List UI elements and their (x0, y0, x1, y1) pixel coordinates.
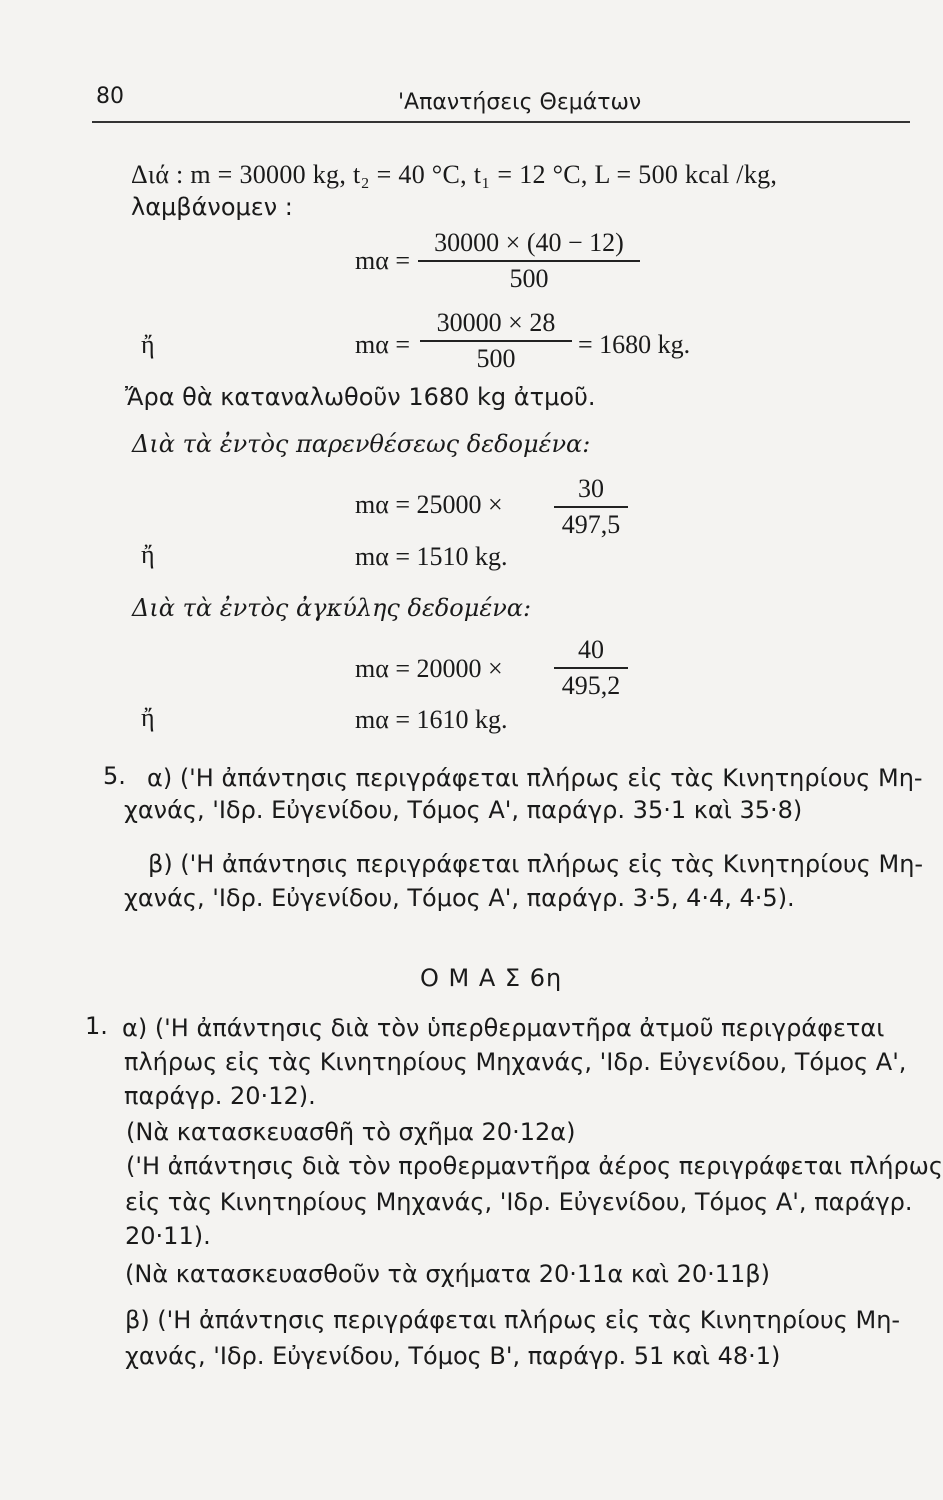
equation-4: mα = 1510 kg. (355, 542, 508, 571)
fraction-bar (420, 340, 572, 342)
equation-1-numerator: 30000 × (40 − 12) (434, 228, 624, 257)
equation-2-result: = 1680 kg. (578, 330, 691, 359)
item-1a-line-6: εἰς τὰς Κινητηρίους Μηχανάς, 'Ιδρ. Εὐγενίδου, Τόμος Α', παράγρ. (125, 1188, 913, 1216)
item-1a-line-8: (Νὰ κατασκευασθοῦν τὰ σχήματα 20·11α καὶ 20·11β) (125, 1260, 770, 1288)
parenthesis-data-heading: Διὰ τὰ ἐντὸς παρενθέσεως δεδομένα: (132, 430, 591, 458)
item-5b-line-1: β) ('Η ἀπάντησις περιγράφεται πλήρως εἰς τὰς Κινητηρίους Μη- (148, 850, 924, 878)
equation-1-lhs: mα = (355, 246, 411, 275)
conclusion-text: Ἄρα θὰ καταναλωθοῦν 1680 kg ἀτμοῦ. (125, 383, 596, 411)
equation-5-lhs: mα = 20000 × (355, 654, 503, 683)
given-data-line: Διά : m = 30000 kg, t₂ = 40 °C, t₁ = 12 °C, L = 500 kcal /kg, (131, 160, 778, 189)
item-1a-line-2: πλήρως εἰς τὰς Κινητηρίους Μηχανάς, 'Ιδρ. Εὐγενίδου, Τόμος Α', (124, 1048, 907, 1076)
fraction-bar (554, 667, 628, 669)
equation-3-numerator: 30 (578, 474, 604, 503)
or-text: ἤ (141, 703, 155, 732)
section-heading: Ο Μ Α Σ 6η (420, 964, 563, 992)
equation-3-denominator: 497,5 (561, 509, 621, 539)
item-5a-line-2: χανάς, 'Ιδρ. Εὐγενίδου, Τόμος Α', παράγρ. 35·1 καὶ 35·8) (124, 796, 803, 824)
item-1a-line-3: παράγρ. 20·12). (124, 1082, 316, 1110)
or-text: ἤ (141, 330, 155, 359)
equation-1-fraction (418, 228, 640, 294)
equation-5-numerator: 40 (578, 635, 604, 664)
fraction-bar (554, 506, 628, 508)
equation-3-fraction (554, 474, 628, 540)
equation-5-denominator: 495,2 (561, 670, 621, 700)
equation-2-fraction (420, 308, 572, 374)
running-title: 'Απαντήσεις Θεμάτων (398, 90, 642, 115)
item-1a-line-1: α) ('Η ἀπάντησις διὰ τὸν ὑπερθερμαντῆρα ἀτμοῦ περιγράφεται (122, 1014, 885, 1042)
or-text: ἤ (141, 540, 155, 569)
equation-2-denominator: 500 (476, 343, 516, 373)
equation-6: mα = 1610 kg. (355, 705, 508, 734)
header-rule (92, 121, 910, 123)
item-5b-line-2: χανάς, 'Ιδρ. Εὐγενίδου, Τόμος Α', παράγρ. 3·5, 4·4, 4·5). (124, 884, 795, 912)
page-number: 80 (96, 84, 124, 109)
equation-2-numerator: 30000 × 28 (436, 308, 556, 337)
item-1b-line-1: β) ('Η ἀπάντησις περιγράφεται πλήρως εἰς τὰς Κινητηρίους Μη- (125, 1306, 901, 1334)
fraction-bar (418, 260, 640, 262)
item-1a-line-4: (Νὰ κατασκευασθῆ τὸ σχῆμα 20·12α) (126, 1118, 576, 1146)
lambanomen-text: λαμβάνομεν : (131, 193, 293, 221)
item-5-number: 5. (103, 762, 126, 790)
item-1a-line-7: 20·11). (125, 1222, 211, 1250)
item-5a-line-1: α) ('Η ἀπάντησις περιγράφεται πλήρως εἰς τὰς Κινητηρίους Μη- (147, 764, 923, 792)
item-1-number: 1. (85, 1012, 108, 1040)
item-1a-line-5: ('Η ἀπάντησις διὰ τὸν προθερμαντῆρα ἀέρος περιγράφεται πλήρως (126, 1152, 943, 1180)
equation-5-fraction (554, 635, 628, 701)
equation-1-denominator: 500 (509, 263, 549, 293)
equation-3-lhs: mα = 25000 × (355, 490, 503, 519)
bracket-data-heading: Διὰ τὰ ἐντὸς ἀγκύλης δεδομένα: (132, 594, 532, 622)
equation-2-lhs: mα = (355, 330, 411, 359)
item-1b-line-2: χανάς, 'Ιδρ. Εὐγενίδου, Τόμος Β', παράγρ. 51 καὶ 48·1) (125, 1342, 781, 1370)
